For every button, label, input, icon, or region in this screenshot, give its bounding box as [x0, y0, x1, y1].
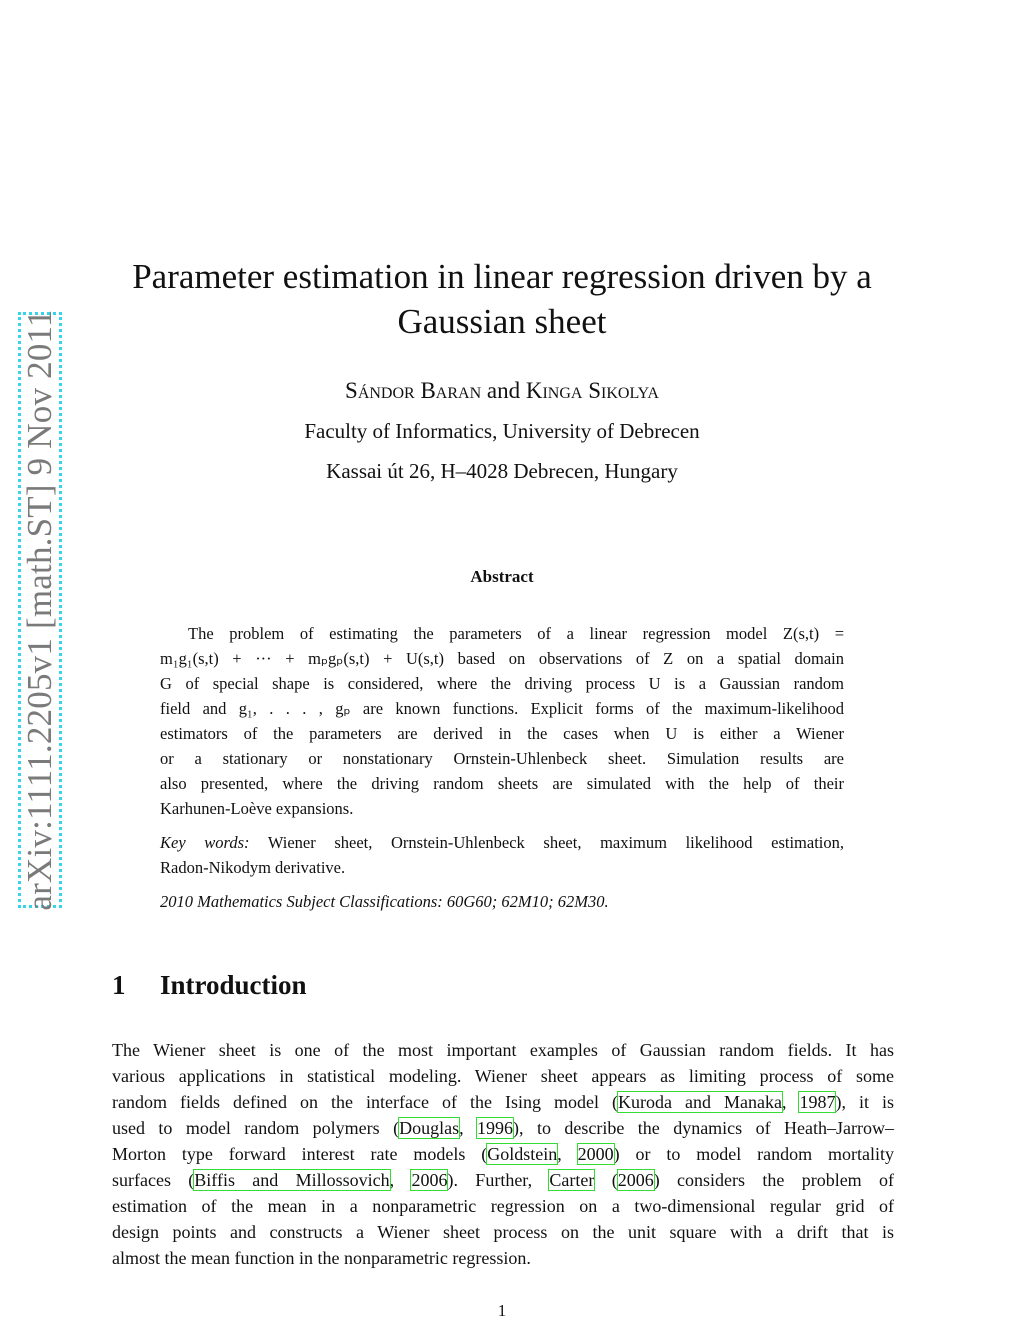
- text-run: ,: [781, 1092, 800, 1112]
- keywords-label: Key words:: [160, 833, 250, 852]
- text-run: used to model random polymers (: [112, 1118, 400, 1138]
- author-sikolya: Kinga Sikolya: [525, 378, 659, 403]
- abstract-line: field and g₁, . . . , gₚ are known functions. Explicit forms of the maximum-likelihood: [160, 699, 844, 718]
- citation-year-1987[interactable]: 1987: [799, 1092, 836, 1112]
- text-run: ,: [557, 1144, 578, 1164]
- section-heading: [112, 970, 307, 1001]
- citation-year-1996[interactable]: 1996: [477, 1118, 514, 1138]
- section-number: 1: [112, 970, 126, 1000]
- text-run: surfaces (: [112, 1170, 195, 1190]
- keywords-line-2: Radon-Nikodym derivative.: [160, 858, 346, 877]
- text-run: Morton type forward interest rate models (: [112, 1144, 488, 1164]
- citation-carter[interactable]: Carter: [549, 1170, 595, 1190]
- intro-line: design points and constructs a Wiener sheet process on the unit square with a drift that is: [112, 1222, 894, 1242]
- text-run: ), to describe the dynamics of Heath–Jarrow–: [513, 1118, 894, 1138]
- intro-line: The Wiener sheet is one of the most important examples of Gaussian random fields. It has: [112, 1040, 894, 1060]
- page-number: 1: [497, 1301, 507, 1320]
- text-run: ,: [459, 1118, 478, 1138]
- intro-line: [112, 1089, 894, 1115]
- text-run: ). Further,: [447, 1170, 550, 1190]
- section-title: Introduction: [160, 970, 307, 1000]
- text-run: random fields defined on the interface of the Ising model (: [112, 1092, 618, 1112]
- abstract-line: Karhunen-Loève expansions.: [160, 799, 354, 818]
- arxiv-side-stamp[interactable]: arXiv:1111.2205v1 [math.ST] 9 Nov 2011: [20, 309, 59, 911]
- citation-year-2000[interactable]: 2000: [577, 1144, 614, 1164]
- intro-line: various applications in statistical modeling. Wiener sheet appears as limiting process of some: [112, 1066, 894, 1086]
- text-run: ), it is: [835, 1092, 894, 1112]
- keywords-text: Wiener sheet, Ornstein-Uhlenbeck sheet, maximum likelihood estimation,: [267, 833, 844, 852]
- abstract-line: The problem of estimating the parameters of a linear regression model Z(s,t) =: [188, 624, 844, 643]
- author-line: [0, 378, 1004, 404]
- affiliation-line-2: Kassai út 26, H–4028 Debrecen, Hungary: [326, 459, 678, 483]
- intro-line: [112, 1141, 894, 1167]
- text-run: ,: [389, 1170, 412, 1190]
- abstract-line: also presented, where the driving random sheets are simulated with the help of their: [160, 774, 844, 793]
- abstract-line: m₁g₁(s,t) + ··· + mₚgₚ(s,t) + U(s,t) based on observations of Z on a spatial domain: [160, 649, 844, 668]
- citation-goldstein[interactable]: Goldstein: [487, 1144, 558, 1164]
- citation-carter-year-2006[interactable]: 2006: [617, 1170, 654, 1190]
- text-run: (: [594, 1170, 618, 1190]
- msc-classification: [160, 889, 844, 914]
- intro-line: [112, 1167, 894, 1193]
- citation-year-2006[interactable]: 2006: [411, 1170, 448, 1190]
- citation-kuroda-manaka[interactable]: Kuroda and Manaka: [617, 1092, 782, 1112]
- abstract-line: G of special shape is considered, where the driving process U is a Gaussian random: [160, 674, 844, 693]
- text-run: ) or to model random mortality: [613, 1144, 895, 1164]
- text-run: ) considers the problem of: [653, 1170, 895, 1190]
- paper-title: Parameter estimation in linear regression driven by a Gaussian sheet: [132, 257, 872, 341]
- msc-text: 2010 Mathematics Subject Classifications: 60G60; 62M10; 62M30.: [160, 892, 609, 911]
- keywords-line-1: [160, 830, 844, 855]
- affiliation-line-1: Faculty of Informatics, University of Debrecen: [304, 419, 700, 443]
- abstract-line: estimators of the parameters are derived in the cases when U is either a Wiener: [160, 724, 844, 743]
- intro-line: [112, 1115, 894, 1141]
- intro-line: almost the mean function in the nonparametric regression.: [112, 1248, 531, 1268]
- abstract-heading: Abstract: [470, 567, 534, 586]
- author-baran: Sándor Baran: [345, 378, 482, 403]
- intro-line: estimation of the mean in a nonparametric regression on a two-dimensional regular grid of: [112, 1196, 894, 1216]
- abstract-line: or a stationary or nonstationary Ornstein-Uhlenbeck sheet. Simulation results are: [160, 749, 844, 768]
- author-conjunction: and: [486, 378, 521, 403]
- citation-douglas[interactable]: Douglas: [399, 1118, 460, 1138]
- citation-biffis-millossovich[interactable]: Biffis and Millossovich: [194, 1170, 390, 1190]
